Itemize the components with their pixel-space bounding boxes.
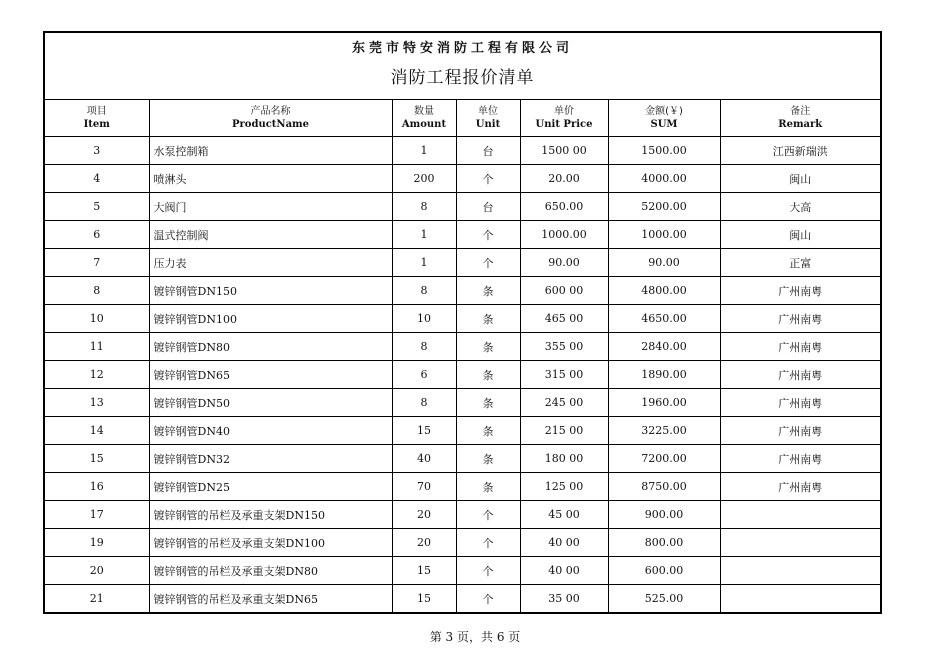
cell-price: 650.00 <box>520 193 608 221</box>
cell-remark: 广州南粤 <box>720 333 880 361</box>
cell-name: 镀锌钢管的吊栏及承重支架DN150 <box>149 501 392 529</box>
cell-unit: 条 <box>456 333 520 361</box>
cell-amount: 1 <box>392 249 456 277</box>
cell-price: 40 00 <box>520 557 608 585</box>
column-header-en: Item <box>83 119 110 130</box>
cell-price: 315 00 <box>520 361 608 389</box>
cell-amount: 1 <box>392 137 456 165</box>
cell-amount: 20 <box>392 529 456 557</box>
cell-price: 20.00 <box>520 165 608 193</box>
company-name: 东莞市特安消防工程有限公司 <box>351 41 573 56</box>
cell-price: 1500 00 <box>520 137 608 165</box>
cell-unit: 个 <box>456 557 520 585</box>
column-header-zh: 数量 <box>414 106 434 117</box>
cell-name: 镀锌钢管DN32 <box>149 445 392 473</box>
cell-remark: 正富 <box>720 249 880 277</box>
cell-price: 35 00 <box>520 585 608 613</box>
cell-sum: 600.00 <box>608 557 720 585</box>
column-header-en: Unit Price <box>535 119 593 130</box>
table-row <box>45 221 880 249</box>
column-header-en: Unit <box>475 119 501 130</box>
cell-item: 16 <box>45 473 149 501</box>
cell-unit: 条 <box>456 473 520 501</box>
cell-price: 180 00 <box>520 445 608 473</box>
column-header-zh: 项目 <box>86 106 107 117</box>
cell-amount: 6 <box>392 361 456 389</box>
cell-name: 镀锌钢管DN100 <box>149 305 392 333</box>
column-header-zh: 备注 <box>790 106 811 117</box>
cell-unit: 个 <box>456 529 520 557</box>
cell-amount: 8 <box>392 389 456 417</box>
page-number: 第 3 页，共 6 页 <box>429 630 521 644</box>
cell-sum: 4650.00 <box>608 305 720 333</box>
cell-remark: 闽山 <box>720 221 880 249</box>
column-header-unit-price <box>520 100 608 137</box>
cell-unit: 台 <box>456 137 520 165</box>
column-header-en: ProductName <box>232 119 309 130</box>
column-header-remark <box>720 100 880 137</box>
cell-unit: 条 <box>456 417 520 445</box>
cell-unit: 个 <box>456 249 520 277</box>
cell-amount: 40 <box>392 445 456 473</box>
cell-remark: 广州南粤 <box>720 361 880 389</box>
cell-price: 40 00 <box>520 529 608 557</box>
cell-unit: 个 <box>456 501 520 529</box>
cell-name: 喷淋头 <box>149 165 392 193</box>
cell-name: 水泵控制箱 <box>149 137 392 165</box>
cell-name: 压力表 <box>149 249 392 277</box>
table-body <box>45 137 880 613</box>
cell-unit: 个 <box>456 221 520 249</box>
table-row <box>45 333 880 361</box>
cell-amount: 8 <box>392 333 456 361</box>
column-header-en: Remark <box>778 119 823 130</box>
cell-unit: 个 <box>456 165 520 193</box>
cell-item: 4 <box>45 165 149 193</box>
cell-unit: 台 <box>456 193 520 221</box>
cell-remark: 广州南粤 <box>720 305 880 333</box>
cell-item: 3 <box>45 137 149 165</box>
cell-unit: 条 <box>456 445 520 473</box>
cell-sum: 8750.00 <box>608 473 720 501</box>
cell-remark <box>720 501 880 529</box>
table-row <box>45 165 880 193</box>
table-row <box>45 557 880 585</box>
cell-unit: 条 <box>456 305 520 333</box>
cell-remark: 闽山 <box>720 165 880 193</box>
cell-amount: 10 <box>392 305 456 333</box>
column-header-en: Amount <box>401 119 447 130</box>
table-row <box>45 501 880 529</box>
table-row <box>45 193 880 221</box>
cell-amount: 15 <box>392 557 456 585</box>
cell-item: 12 <box>45 361 149 389</box>
cell-amount: 20 <box>392 501 456 529</box>
table-row <box>45 585 880 613</box>
table-row <box>45 249 880 277</box>
cell-item: 20 <box>45 557 149 585</box>
cell-remark <box>720 585 880 613</box>
cell-amount: 8 <box>392 277 456 305</box>
cell-remark <box>720 529 880 557</box>
cell-sum: 1500.00 <box>608 137 720 165</box>
cell-price: 215 00 <box>520 417 608 445</box>
column-header-en: SUM <box>650 119 678 130</box>
cell-remark: 广州南粤 <box>720 417 880 445</box>
table-row <box>45 529 880 557</box>
table-row <box>45 305 880 333</box>
cell-amount: 1 <box>392 221 456 249</box>
cell-name: 镀锌钢管的吊栏及承重支架DN65 <box>149 585 392 613</box>
cell-sum: 90.00 <box>608 249 720 277</box>
cell-amount: 8 <box>392 193 456 221</box>
cell-sum: 4800.00 <box>608 277 720 305</box>
cell-item: 21 <box>45 585 149 613</box>
column-header-zh: 产品名称 <box>250 106 291 117</box>
cell-amount: 15 <box>392 417 456 445</box>
quotation-sheet <box>43 31 882 614</box>
cell-price: 465 00 <box>520 305 608 333</box>
cell-remark: 江西新瑞洪 <box>720 137 880 165</box>
cell-sum: 5200.00 <box>608 193 720 221</box>
sheet-header <box>45 33 880 100</box>
cell-item: 19 <box>45 529 149 557</box>
column-header-zh: 单价 <box>554 106 574 117</box>
table-row <box>45 389 880 417</box>
cell-item: 5 <box>45 193 149 221</box>
cell-price: 1000.00 <box>520 221 608 249</box>
cell-price: 125 00 <box>520 473 608 501</box>
cell-item: 10 <box>45 305 149 333</box>
quotation-table <box>45 100 880 612</box>
column-header-zh: 金额(￥) <box>645 106 683 117</box>
cell-remark: 广州南粤 <box>720 473 880 501</box>
cell-sum: 2840.00 <box>608 333 720 361</box>
cell-name: 镀锌钢管DN40 <box>149 417 392 445</box>
cell-item: 6 <box>45 221 149 249</box>
cell-item: 8 <box>45 277 149 305</box>
cell-sum: 525.00 <box>608 585 720 613</box>
column-header-zh: 单位 <box>478 106 498 117</box>
cell-remark: 广州南粤 <box>720 277 880 305</box>
cell-name: 镀锌钢管DN150 <box>149 277 392 305</box>
cell-price: 45 00 <box>520 501 608 529</box>
cell-name: 镀锌钢管DN80 <box>149 333 392 361</box>
cell-remark: 广州南粤 <box>720 445 880 473</box>
cell-sum: 1960.00 <box>608 389 720 417</box>
cell-sum: 3225.00 <box>608 417 720 445</box>
table-row <box>45 361 880 389</box>
table-row <box>45 277 880 305</box>
sheet-title: 消防工程报价清单 <box>390 68 535 88</box>
table-row <box>45 417 880 445</box>
cell-unit: 条 <box>456 277 520 305</box>
cell-name: 大阀门 <box>149 193 392 221</box>
cell-amount: 15 <box>392 585 456 613</box>
cell-price: 600 00 <box>520 277 608 305</box>
cell-name: 镀锌钢管DN65 <box>149 361 392 389</box>
cell-amount: 70 <box>392 473 456 501</box>
column-header-sum <box>608 100 720 137</box>
cell-remark: 大高 <box>720 193 880 221</box>
cell-amount: 200 <box>392 165 456 193</box>
column-header-unit <box>456 100 520 137</box>
cell-name: 温式控制阀 <box>149 221 392 249</box>
table-row <box>45 473 880 501</box>
column-header-product-name <box>149 100 392 137</box>
column-header-amount <box>392 100 456 137</box>
table-header-row <box>45 100 880 137</box>
cell-name: 镀锌钢管的吊栏及承重支架DN100 <box>149 529 392 557</box>
cell-unit: 条 <box>456 389 520 417</box>
cell-name: 镀锌钢管的吊栏及承重支架DN80 <box>149 557 392 585</box>
column-header-item <box>45 100 149 137</box>
cell-name: 镀锌钢管DN50 <box>149 389 392 417</box>
cell-sum: 1000.00 <box>608 221 720 249</box>
cell-sum: 7200.00 <box>608 445 720 473</box>
cell-sum: 800.00 <box>608 529 720 557</box>
table-row <box>45 445 880 473</box>
cell-unit: 条 <box>456 361 520 389</box>
cell-name: 镀锌钢管DN25 <box>149 473 392 501</box>
cell-remark: 广州南粤 <box>720 389 880 417</box>
cell-item: 14 <box>45 417 149 445</box>
cell-item: 11 <box>45 333 149 361</box>
cell-sum: 4000.00 <box>608 165 720 193</box>
cell-price: 90.00 <box>520 249 608 277</box>
cell-sum: 900.00 <box>608 501 720 529</box>
cell-price: 355 00 <box>520 333 608 361</box>
cell-unit: 个 <box>456 585 520 613</box>
cell-price: 245 00 <box>520 389 608 417</box>
cell-item: 15 <box>45 445 149 473</box>
cell-remark <box>720 557 880 585</box>
cell-item: 17 <box>45 501 149 529</box>
table-row <box>45 137 880 165</box>
cell-sum: 1890.00 <box>608 361 720 389</box>
cell-item: 7 <box>45 249 149 277</box>
cell-item: 13 <box>45 389 149 417</box>
